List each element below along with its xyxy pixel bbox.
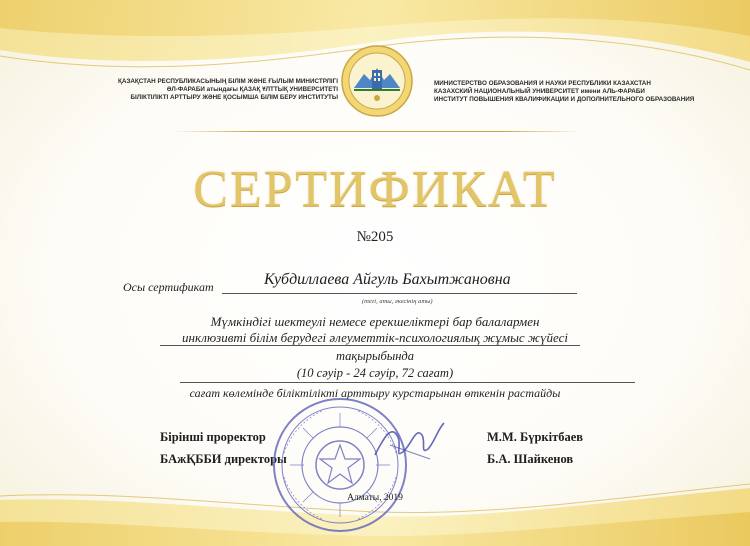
topic-suffix: тақырыбында — [336, 349, 414, 363]
certificate-number: №205 — [356, 229, 394, 245]
signatory-title-1: Бірінші проректор — [160, 430, 266, 444]
topic-line-1: Мүмкіндігі шектеулі немесе ерекшеліктері бар балалармен — [210, 314, 540, 329]
dates-underline — [180, 382, 635, 383]
header-left-line-3: БІЛІКТІЛІКТІ АРТТЫРУ ЖӘНЕ ҚОСЫМША БІЛІМ БЕРУ ИНСТИТУТЫ — [130, 94, 338, 102]
topic-line-2: инклюзивті білім берудегі әлеуметтік-психологиялық жұмыс жүйесі — [182, 330, 568, 345]
recipient-underline — [222, 293, 577, 294]
recipient-name: Кубдиллаева Айгуль Бахытжановна — [264, 271, 511, 288]
signatory-title-2: БАжҚББИ директоры — [160, 452, 287, 466]
course-dates: (10 сәуір - 24 сәуір, 72 сағат) — [296, 366, 454, 380]
recipient-label: Осы сертификат — [123, 280, 214, 294]
header-right-org — [434, 80, 695, 105]
header-right-line-1: МИНИСТЕРСТВО ОБРАЗОВАНИЯ И НАУКИ РЕСПУБЛИКИ КАЗАХСТАН — [434, 80, 651, 87]
header-left-line-2: ӘЛ-ФАРАБИ атындағы ҚАЗАҚ ҰЛТТЫҚ УНИВЕРСИТЕТІ — [166, 86, 338, 94]
header-right-line-3: ИНСТИТУТ ПОВЫШЕНИЯ КВАЛИФИКАЦИИ И ДОПОЛНИТЕЛЬНОГО ОБРАЗОВАНИЯ — [434, 96, 695, 104]
header-right-line-2: КАЗАХСКИЙ НАЦИОНАЛЬНЫЙ УНИВЕРСИТЕТ имени АЛЬ-ФАРАБИ — [434, 88, 645, 96]
header-left-org — [110, 78, 338, 103]
handwritten-signature-icon — [370, 415, 450, 470]
header-left-line-1: ҚАЗАҚСТАН РЕСПУБЛИКАСЫНЫҢ БІЛІМ ЖӘНЕ ҒЫЛЫМ МИНИСТРЛІГІ — [118, 78, 338, 85]
header-divider — [172, 131, 582, 132]
certificate-title: СЕРТИФИКАТ — [193, 161, 557, 218]
signatory-name-2: Б.А. Шайкенов — [487, 452, 574, 466]
university-seal-icon — [340, 44, 414, 118]
confirmation-statement: сағат көлемінде біліктілікті арттыру курстарынан өткенін растайды — [189, 386, 561, 400]
recipient-caption: (тегі, аты, әкесінің аты) — [362, 298, 433, 305]
signatory-name-1: М.М. Бүркітбаев — [487, 430, 584, 444]
city-year: Алматы, 2019 — [347, 493, 403, 503]
